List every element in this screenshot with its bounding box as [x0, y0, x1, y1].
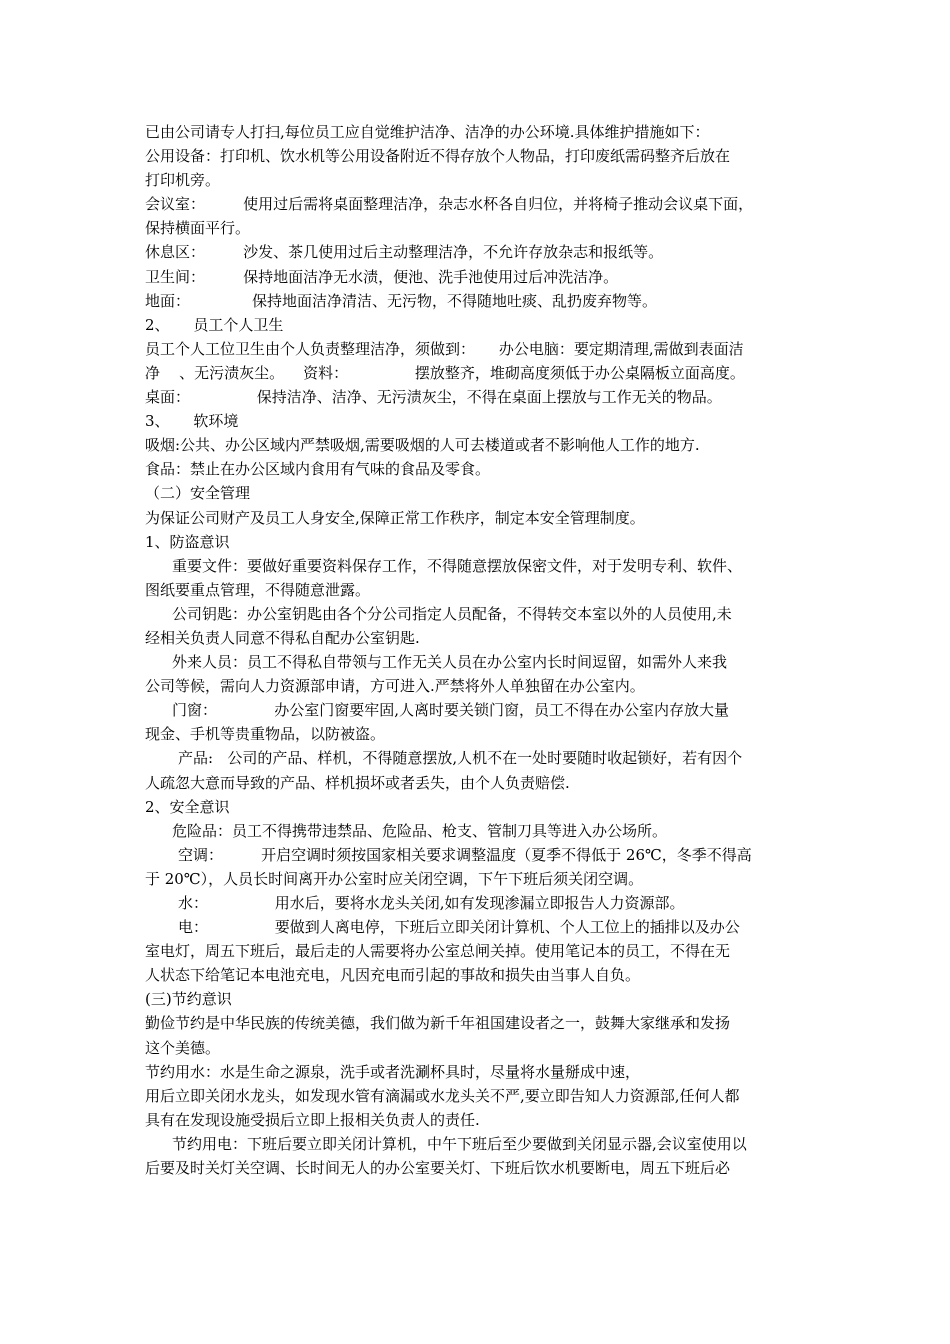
text-line: 水： 用水后，要将水龙头关闭,如有发现渗漏立即报告人力资源部。: [178, 894, 685, 912]
text-line: 为保证公司财产及员工人身安全,保障正常工作秩序，制定本安全管理制度。: [145, 508, 645, 527]
text-line: 电： 要做到人离电停，下班后立即关闭计算机、个人工位上的插排以及办公: [178, 918, 740, 937]
text-line: 保持横面平行。: [145, 219, 251, 238]
text-line: 公司钥匙：办公室钥匙由各个分公司指定人员配备，不得转交本室以外的人员使用,未: [172, 604, 732, 623]
text-line: 于 20℃），人员长时间离开办公室时应关闭空调，下午下班后须关闭空调。: [145, 869, 644, 888]
text-line: 图纸要重点管理，不得随意泄露。: [145, 580, 371, 599]
text-line: 产品: 公司的产品、样机，不得随意摆放,人机不在一处时要随时收起锁好，若有因个: [178, 749, 743, 768]
text-line: 空调： 开启空调时须按国家相关要求调整温度（夏季不得低于 26℃，冬季不得高: [178, 845, 752, 864]
text-line: （二）安全管理: [145, 484, 251, 503]
text-line: 公用设备：打印机、饮水机等公用设备附近不得存放个人物品，打印废纸需码整齐后放在: [145, 147, 731, 166]
text-line: 2、安全意识: [145, 797, 230, 816]
text-line: 食品：禁止在办公区域内食用有气味的食品及零食。: [145, 460, 491, 479]
text-line: 室电灯，周五下班后，最后走的人需要将办公室总闸关掉。使用笔记本的员工，不得在无: [145, 942, 731, 961]
text-line: 净 、无污渍灰尘。 资料： 摆放整齐，堆砌高度须低于办公桌隔板立面高度。: [145, 363, 745, 382]
text-line: 2、 员工个人卫生: [145, 315, 284, 334]
text-line: 3、 软环境: [145, 412, 239, 431]
text-line: 后要及时关灯关空调、长时间无人的办公室要关灯、下班后饮水机要断电，周五下班后必: [145, 1159, 731, 1178]
text-line: 休息区： 沙发、茶几使用过后主动整理洁净，不允许存放杂志和报纸等。: [145, 243, 664, 262]
text-line: 已由公司请专人打扫,每位员工应自觉维护洁净、洁净的办公环境.具体维护措施如下：: [145, 123, 710, 141]
text-line: 打印机旁。: [145, 171, 221, 190]
text-line: 节约用电：下班后要立即关闭计算机，中午下班后至少要做到关闭显示器,会议室使用以: [172, 1134, 747, 1153]
text-line: 会议室： 使用过后需将桌面整理洁净，杂志水杯各自归位，并将椅子推动会议桌下面，: [145, 195, 754, 214]
text-line: 外来人员：员工不得私自带领与工作无关人员在办公室内长时间逗留，如需外人来我: [172, 653, 728, 672]
text-line: 桌面： 保持洁净、洁净、无污渍灰尘，不得在桌面上摆放与工作无关的物品。: [145, 388, 722, 407]
text-line: 这个美德。: [145, 1038, 221, 1057]
text-line: 用后立即关闭水龙头，如发现水管有滴漏或水龙头关不严,要立即告知人力资源部,任何人都: [145, 1086, 740, 1105]
text-line: 人疏忽大意而导致的产品、样机损坏或者丢失，由个人负责赔偿.: [145, 773, 570, 792]
text-line: 重要文件：要做好重要资料保存工作，不得随意摆放保密文件，对于发明专利、软件、: [172, 556, 743, 575]
text-line: 危险品：员工不得携带违禁品、危险品、枪支、管制刀具等进入办公场所。: [172, 821, 668, 840]
text-line: 节约用水：水是生命之源泉，洗手或者洗涮杯具时，尽量将水量掰成中速，: [145, 1062, 641, 1081]
text-line: 1、防盗意识: [145, 532, 230, 551]
text-line: 员工个人工位卫生由个人负责整理洁净，须做到： 办公电脑：要定期清理,需做到表面洁: [145, 339, 744, 358]
document-body: [145, 120, 815, 1180]
text-line: 公司等候，需向人力资源部申请，方可进入.严禁将外人单独留在办公室内。: [145, 677, 645, 696]
text-line: 吸烟:公共、办公区域内严禁吸烟,需要吸烟的人可去楼道或者不影响他人工作的地方.: [145, 436, 700, 455]
text-line: 人状态下给笔记本电池充电，凡因充电而引起的事故和损失由当事人自负。: [145, 966, 641, 985]
text-line: 卫生间： 保持地面洁净无水渍，便池、洗手池使用过后冲洗洁净。: [145, 267, 619, 286]
text-line: 具有在发现设施受损后立即上报相关负责人的责任.: [145, 1110, 480, 1129]
text-line: 地面： 保持地面洁净清洁、无污物，不得随地吐痰、乱扔废弃物等。: [145, 291, 657, 310]
text-line: 经相关负责人同意不得私自配办公室钥匙.: [145, 628, 420, 647]
text-line: 门窗： 办公室门窗要牢固,人离时要关锁门窗，员工不得在办公室内存放大量: [172, 701, 729, 720]
text-line: 现金、手机等贵重物品，以防被盗。: [145, 725, 386, 744]
text-line: 勤俭节约是中华民族的传统美德，我们做为新千年祖国建设者之一，鼓舞大家继承和发扬: [145, 1014, 731, 1033]
text-line: (三)节约意识: [145, 990, 232, 1009]
